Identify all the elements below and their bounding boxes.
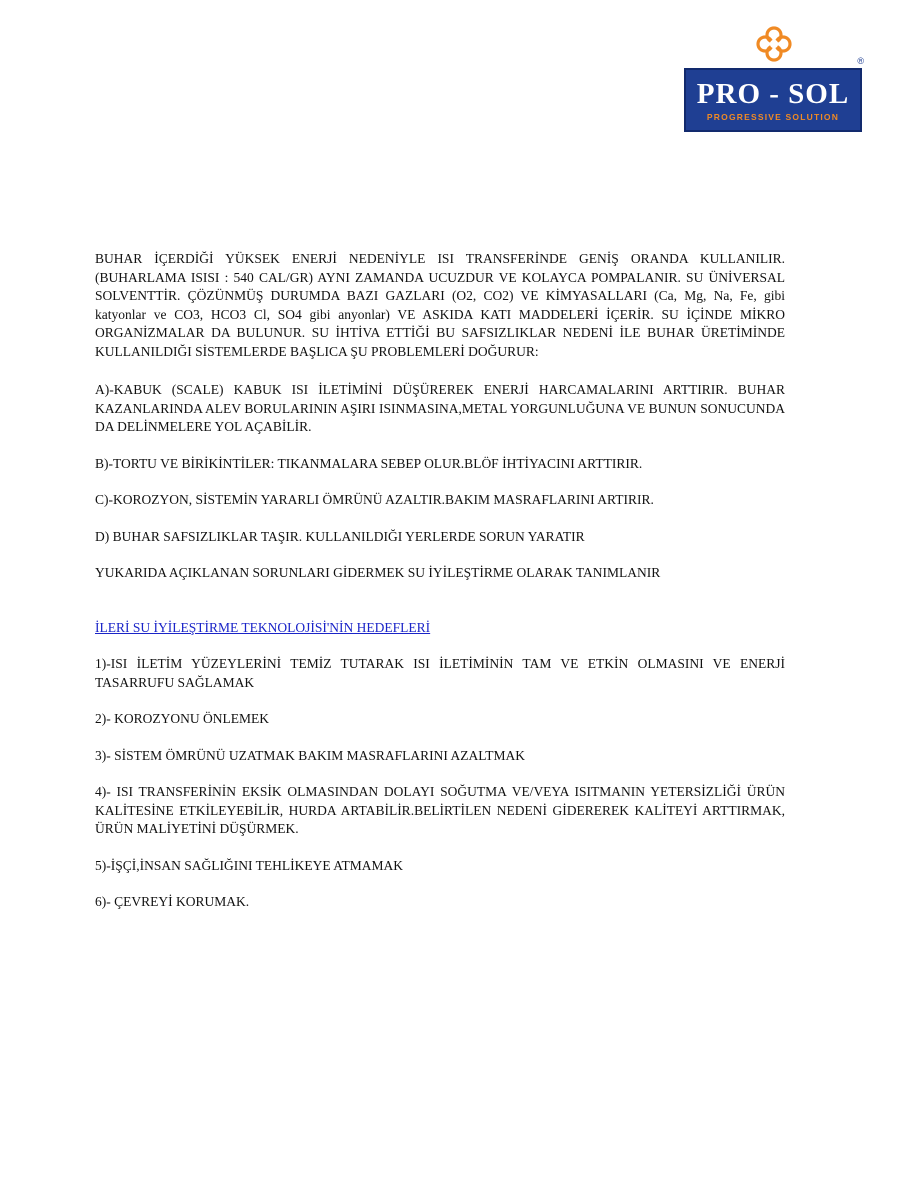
goal-item: 6)- ÇEVREYİ KORUMAK.: [95, 894, 250, 909]
problem-item: B)-TORTU VE BİRİKİNTİLER: TIKANMALARA SEBEP OLUR.BLÖF İHTİYACINI ARTTIRIR.: [95, 455, 643, 471]
quatrefoil-emblem-icon: [754, 24, 794, 64]
goal-item: 2)- KOROZYONU ÖNLEMEK: [95, 711, 269, 726]
intro-paragraph: BUHAR İÇERDİĞİ YÜKSEK ENERJİ NEDENİYLE ISI TRANSFERİNDE GENİŞ ORANDA KULLANILIR. (BUHARLAMA ISISI : 540 CAL/GR) AYNI ZAMANDA UCUZDUR VE KOLAYCA POMPALANIR. SU ÜNİVERSAL SOLVENTTİR. ÇÖZÜNMÜŞ DURUMDA BAZI GAZLARI (O2, CO2) VE KİMYASALLARI (Ca, Mg, Na, Fe, gibi katyonlar ve CO3, HCO3 Cl, SO4 gibi anyonlar) VE ASKIDA KATI MADDELERİ İÇERİR. SU İÇİNDE MİKRO ORGANİZMALAR DA BULUNUR. SU İHTİVA ETTİĞİ BU SAFSIZLIKLAR NEDENİ İLE BUHAR ÜRETİMİNDE KULLANILDIĞI SİSTEMLERDE BAŞLICA ŞU PROBLEMLERİ DOĞURUR:: [95, 251, 785, 359]
logo-name: PRO - SOL: [696, 78, 850, 110]
pro-sol-logo: [684, 22, 866, 136]
registered-mark: ®: [857, 56, 864, 66]
goal-item: 3)- SİSTEM ÖMRÜNÜ UZATMAK BAKIM MASRAFLARINI AZALTMAK: [95, 747, 526, 763]
goal-item: 1)-ISI İLETİM YÜZEYLERİNİ TEMİZ TUTARAK ISI İLETİMİNİN TAM VE ETKİN OLMASINI VE ENERJİ TASARRUFU SAĞLAMAK: [95, 656, 785, 690]
goals-heading-link[interactable]: İLERİ SU İYİLEŞTİRME TEKNOLOJİSİ'NİN HEDEFLERİ: [95, 619, 431, 635]
goal-item: 4)- ISI TRANSFERİNİN EKSİK OLMASINDAN DOLAYI SOĞUTMA VE/VEYA ISITMANIN YETERSİZLİĞİ ÜRÜN KALİTESİNE ETKİLEYEBİLİR, HURDA ARTABİLİR.BELİRTİLEN NEDENİ GİDEREREK KALİTEYİ ARTTIRMAK, ÜRÜN MALİYETİNİ DÜŞÜRMEK.: [95, 784, 785, 836]
logo-tagline: PROGRESSIVE SOLUTION: [706, 112, 840, 122]
summary-sentence: YUKARIDA AÇIKLANAN SORUNLARI GİDERMEK SU İYİLEŞTİRME OLARAK TANIMLANIR: [95, 565, 661, 580]
problem-item: D) BUHAR SAFSIZLIKLAR TAŞIR. KULLANILDIĞI YERLERDE SORUN YARATIR: [95, 528, 585, 544]
logo-box: [684, 68, 862, 132]
problem-item: C)-KOROZYON, SİSTEMİN YARARLI ÖMRÜNÜ AZALTIR.BAKIM MASRAFLARINI ARTIRIR.: [95, 492, 654, 507]
goal-item: 5)-İŞÇİ,İNSAN SAĞLIĞINI TEHLİKEYE ATMAMAK: [95, 857, 403, 873]
document-body: [95, 250, 785, 930]
problem-item: A)-KABUK (SCALE) KABUK ISI İLETİMİNİ DÜŞÜREREK ENERJİ HARCAMALARINI ARTTIRIR. BUHAR KAZANLARINDA ALEV BORULARININ AŞIRI ISINMASINA,METAL YORGUNLUĞUNA VE BUNUN SONUCUNDA DA DELİNMELERE YOL AÇABİLİR.: [95, 382, 785, 434]
